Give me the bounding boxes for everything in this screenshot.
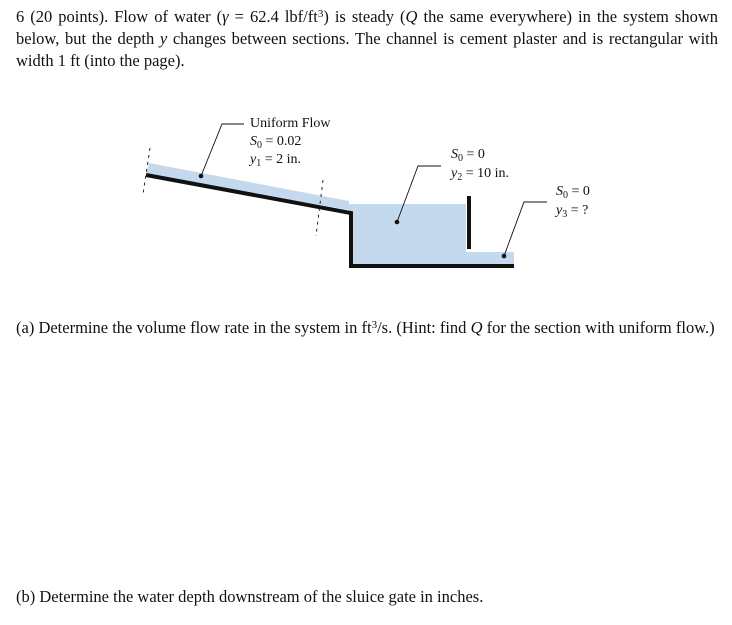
slope-sub: 0	[257, 140, 262, 151]
question-b-text: (b) Determine the water depth downstream of the sluice gate in inches.	[16, 587, 484, 606]
problem-points: (20 points).	[30, 7, 109, 26]
section1-slope-label	[250, 134, 301, 151]
depth-sub: 2	[457, 172, 463, 183]
slope-sub: 0	[563, 190, 568, 201]
section2-depth-label	[449, 166, 509, 183]
q-symbol: Q	[405, 7, 418, 26]
question-a-text: (a) Determine the volume flow rate in the system in ft	[16, 318, 372, 337]
problem-text: = 62.4 lbf/ft	[228, 7, 318, 26]
pointer-dot-3	[502, 254, 507, 259]
slope-sub: 0	[458, 153, 463, 164]
uniform-flow-label: Uniform Flow	[250, 116, 331, 131]
pointer-dot-2	[395, 220, 400, 225]
pointer-section-3	[504, 202, 547, 256]
depth-sub: 3	[562, 209, 568, 220]
slope-value: = 0.02	[262, 134, 302, 149]
y-symbol: y	[159, 29, 168, 48]
pointer-dot-1	[199, 174, 204, 179]
question-a	[16, 317, 720, 339]
section2-slope-label	[451, 147, 485, 164]
gamma-symbol: γ	[222, 7, 229, 26]
water-downstream	[466, 252, 514, 264]
depth-value: = 10 in.	[462, 166, 510, 181]
problem-text: ) is steady (	[323, 7, 406, 26]
water-pool	[349, 204, 466, 264]
q-symbol: Q	[470, 318, 483, 337]
problem-text: the same everywhere) in the system shown below, but the depth	[16, 7, 718, 48]
section3-slope-label	[556, 184, 590, 201]
problem-number: 6	[16, 7, 25, 26]
slope-var: S	[250, 134, 257, 149]
question-a-text: /s. (Hint: find	[377, 318, 471, 337]
depth-var: y	[556, 203, 563, 218]
slope-value: = 0	[463, 147, 485, 162]
section3-depth-label	[554, 203, 588, 220]
problem-text: Flow of water (	[114, 7, 223, 26]
slope-var: S	[451, 147, 458, 162]
depth-var: y	[250, 152, 257, 167]
depth-sub: 1	[256, 158, 262, 169]
question-b	[16, 586, 720, 608]
exponent: 3	[371, 319, 378, 331]
depth-value: = 2 in.	[261, 152, 302, 167]
depth-var: y	[451, 166, 458, 181]
depth-value: = ?	[567, 203, 589, 218]
slope-value: = 0	[568, 184, 590, 199]
section1-depth-label	[248, 152, 301, 169]
problem-text: changes between sections. The channel is cement plaster and is rectangular with width 1 ft (into the page).	[16, 29, 719, 70]
question-a-text: for the section with uniform flow.)	[482, 318, 715, 337]
pointer-section-1	[201, 124, 244, 176]
exponent: 3	[317, 8, 324, 20]
water-sloped-channel	[146, 163, 349, 210]
slope-var: S	[556, 184, 563, 199]
